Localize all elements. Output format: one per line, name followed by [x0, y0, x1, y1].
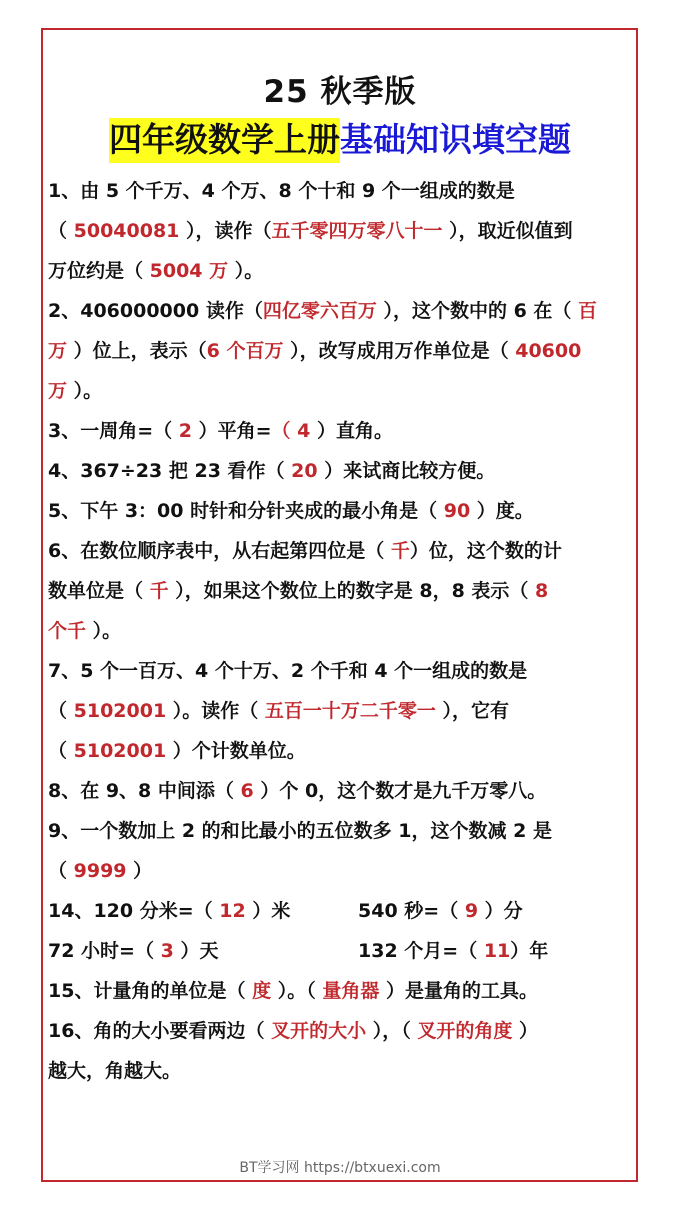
text: （: [48, 700, 74, 722]
answer: 3: [160, 940, 174, 962]
text: 9、一个数加上 2 的和比最小的五位数多 1，这个数减 2 是: [48, 820, 552, 842]
q14-col2: [358, 891, 523, 931]
q1-line1: [48, 171, 638, 211]
q2-line1: [48, 291, 638, 331]
text: 15、计量角的单位是（: [48, 980, 253, 1002]
text: 数单位是（: [48, 580, 150, 602]
footer-watermark: BT学习网 https://btxuexi.com: [239, 1160, 441, 1176]
text: 16、角的大小要看两边（: [48, 1020, 272, 1042]
text: 越大，角越大。: [48, 1060, 182, 1082]
text: ）。: [86, 620, 122, 642]
text: ）。: [67, 380, 103, 402]
text: ），（: [366, 1020, 418, 1042]
answer: 6: [240, 780, 254, 802]
text: ）位，这个数的计: [409, 540, 562, 562]
answer: 度: [252, 980, 272, 1002]
text: ）度。: [470, 500, 534, 522]
text: 540 秒=（: [358, 900, 465, 922]
answer: 5102001: [73, 740, 167, 762]
text: （: [48, 220, 74, 242]
text: ）位上，表示（: [67, 340, 207, 362]
answer: 叉开的角度: [417, 1020, 513, 1042]
q14-line1: [48, 891, 638, 931]
answer: 量角器: [322, 980, 380, 1002]
text: 5、下午 3：00 时针和分针夹成的最小角是（: [48, 500, 444, 522]
text: ），读作（: [179, 220, 272, 242]
page-title: [0, 114, 680, 161]
text: 1、由 5 个千万、4 个万、8 个十和 9 个一组成的数是: [48, 180, 515, 202]
text: 4、367÷23 把 23 看作（: [48, 460, 292, 482]
title-highlight: 四年级数学上册: [109, 118, 340, 163]
text: ）米: [245, 900, 291, 922]
answer: 千: [390, 540, 410, 562]
answer: （ 4: [271, 420, 311, 442]
text: 7、5 个一百万、4 个十万、2 个千和 4 个一组成的数是: [48, 660, 528, 682]
q6-line3: [48, 611, 638, 651]
text: 2、406000000 读作（: [48, 300, 263, 322]
text: 万位约是（: [48, 260, 150, 282]
q5: [48, 491, 638, 531]
answer: 90: [443, 500, 471, 522]
q7-line2: [48, 691, 638, 731]
answer: 50040081: [73, 220, 180, 242]
answer: 12: [219, 900, 246, 922]
q7-line3: [48, 731, 638, 771]
q7-line1: [48, 651, 638, 691]
page-title-edition: 25 秋季版: [263, 74, 417, 110]
text: ）: [512, 1020, 538, 1042]
q16-line1: [48, 1011, 638, 1051]
text: ）。读作（: [166, 700, 265, 722]
answer: 百: [578, 300, 598, 322]
answer: 5004 万: [149, 260, 229, 282]
q16-line2: [48, 1051, 638, 1091]
answer: 20: [291, 460, 318, 482]
text: 8、在 9、8 中间添（: [48, 780, 241, 802]
title-blue: 基础知识填空题: [340, 120, 571, 159]
text: ）天: [173, 940, 219, 962]
q9-line1: [48, 811, 638, 851]
answer: 8: [535, 580, 549, 602]
answer: 2: [178, 420, 192, 442]
answer: 五千零四万零八十一: [271, 220, 443, 242]
q4: [48, 451, 638, 491]
q15: [48, 971, 638, 1011]
q14-col2: [358, 931, 548, 971]
text: ），如果这个数位上的数字是 8，8 表示（: [168, 580, 536, 602]
answer: 四亿零六百万: [262, 300, 377, 322]
answer: 五百一十万二千零一: [264, 700, 436, 722]
text: ）是量角的工具。: [379, 980, 538, 1002]
text: ），取近似值到: [442, 220, 573, 242]
answer: 5102001: [73, 700, 167, 722]
answer: 千: [149, 580, 169, 602]
q9-line2: [48, 851, 638, 891]
text: （: [48, 740, 74, 762]
text: 3、一周角=（: [48, 420, 179, 442]
answer: 11: [483, 940, 511, 962]
q14-line2: [48, 931, 638, 971]
answer: 叉开的大小: [271, 1020, 367, 1042]
text: ）个 0，这个数才是九千万零八。: [253, 780, 547, 802]
answer: 9: [464, 900, 479, 922]
text: ），这个数中的 6 在（: [376, 300, 579, 322]
q6-line1: [48, 531, 638, 571]
answer: 9999: [73, 860, 127, 882]
text: 14、120 分米=（: [48, 900, 220, 922]
text: ）个计数单位。: [166, 740, 306, 762]
answer: 6 个百万: [206, 340, 284, 362]
q6-line2: [48, 571, 638, 611]
answer: 万: [48, 380, 68, 402]
text: ），改写成用万作单位是（: [283, 340, 516, 362]
text: 72 小时=（: [48, 940, 161, 962]
text: ）年: [510, 940, 549, 962]
answer: 个千: [48, 620, 87, 642]
q2-line3: [48, 371, 638, 411]
answer: 40600: [515, 340, 582, 362]
q1-line2: [48, 211, 638, 251]
text: ）分: [478, 900, 523, 922]
text: ），它有: [435, 700, 510, 722]
q1-line3: [48, 251, 638, 291]
question-list: [48, 171, 638, 1091]
text: ）来试商比较方便。: [317, 460, 496, 482]
text: ）。（: [271, 980, 323, 1002]
text: 132 个月=（: [358, 940, 484, 962]
q3: [48, 411, 638, 451]
text: ）: [126, 860, 153, 882]
text: 6、在数位顺序表中，从右起第四位是（: [48, 540, 391, 562]
q8: [48, 771, 638, 811]
text: （: [48, 860, 74, 882]
answer: 万: [48, 340, 68, 362]
text: ）平角=: [192, 420, 272, 442]
q2-line2: [48, 331, 638, 371]
text: ）。: [228, 260, 264, 282]
text: ）直角。: [310, 420, 394, 442]
